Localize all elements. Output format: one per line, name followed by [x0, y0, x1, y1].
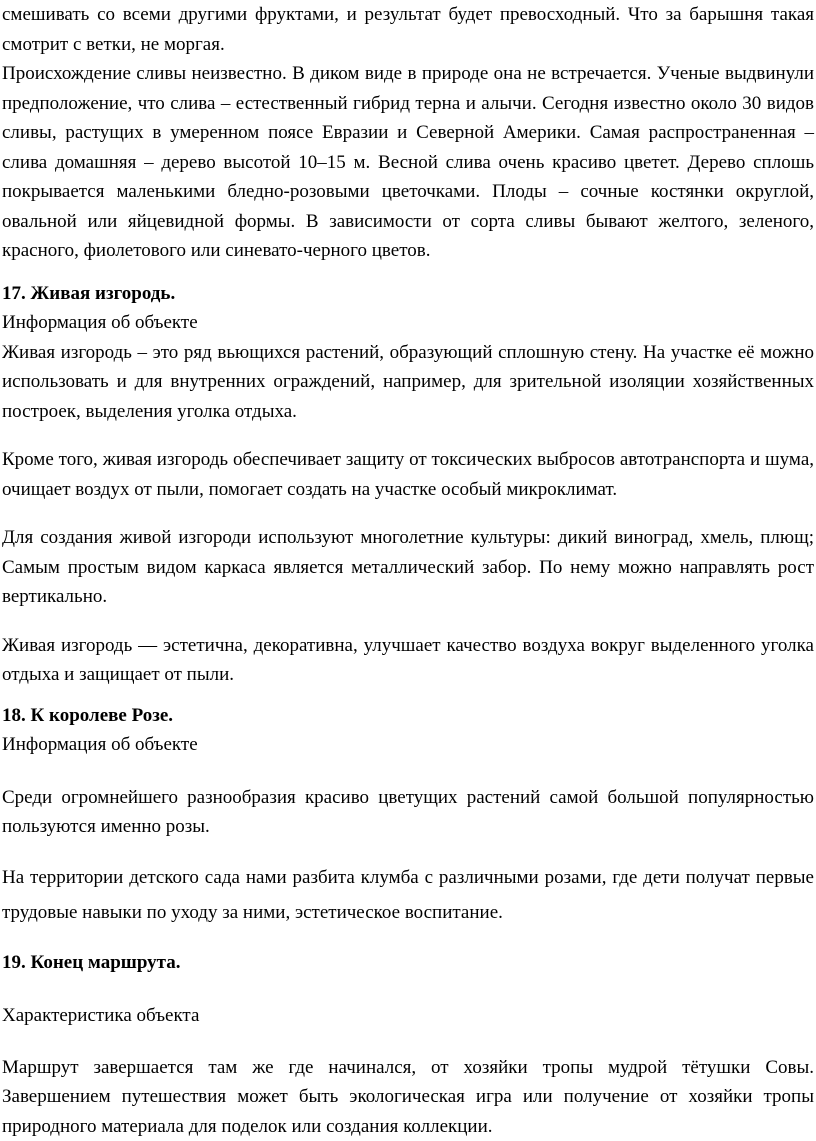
- section-17-paragraph-1: Живая изгородь – это ряд вьющихся растений, образующий сплошную стену. На участке её можно использовать и для внутренних ограждений, например, для зрительной изоляции хозяйственных построек, выделения уголка отдыха.: [2, 338, 814, 427]
- section-18-paragraph-2: На территории детского сада нами разбита клумба с различными розами, где дети получат первые трудовые навыки по уходу за ними, эстетическое воспитание.: [2, 860, 814, 930]
- intro-paragraph: смешивать со всеми другими фруктами, и результат будет превосходный. Что за барышня такая смотрит с ветки, не моргая.: [2, 0, 814, 59]
- section-17-paragraph-4: Живая изгородь — эстетична, декоративна, улучшает качество воздуха вокруг выделенного уголка отдыха и защищает от пыли.: [2, 631, 814, 690]
- section-19-paragraph-1: Маршрут завершается там же где начинался, от хозяйки тропы мудрой тётушки Совы. Завершением путешествия может быть экологическая игра или получение от хозяйки тропы природного материала для поделок или создания коллекции.: [2, 1053, 814, 1141]
- section-18-paragraph-1: Среди огромнейшего разнообразия красиво цветущих растений самой большой популярностью пользуются именно розы.: [2, 783, 814, 842]
- plum-paragraph: Происхождение сливы неизвестно. В диком виде в природе она не встречается. Ученые выдвинули предположение, что слива – естественный гибрид терна и алычи. Сегодня известно около 30 видов сливы, растущих в умеренном поясе Евразии и Северной Америки. Самая распространенная – слива домашняя – дерево высотой 10–15 м. Весной слива очень красиво цветет. Дерево сплошь покрывается маленькими бледно-розовыми цветочками. Плоды – сочные костянки округлой, овальной или яйцевидной формы. В зависимости от сорта сливы бывают желтого, зеленого, красного, фиолетового или синевато-черного цветов.: [2, 59, 814, 266]
- section-17-heading: 17. Живая изгородь.: [2, 279, 814, 309]
- section-17-paragraph-2: Кроме того, живая изгородь обеспечивает защиту от токсических выбросов автотранспорта и шума, очищает воздух от пыли, помогает создать на участке особый микроклимат.: [2, 445, 814, 504]
- section-19-label: Характеристика объекта: [2, 1001, 814, 1031]
- section-17-paragraph-3: Для создания живой изгороди используют многолетние культуры: дикий виноград, хмель, плющ; Самым простым видом каркаса является металлический забор. По нему можно направлять рост вертикально.: [2, 523, 814, 612]
- section-19-heading: 19. Конец маршрута.: [2, 948, 814, 978]
- section-18-label: Информация об объекте: [2, 730, 814, 760]
- section-17-label: Информация об объекте: [2, 308, 814, 338]
- section-18-heading: 18. К королеве Розе.: [2, 701, 814, 731]
